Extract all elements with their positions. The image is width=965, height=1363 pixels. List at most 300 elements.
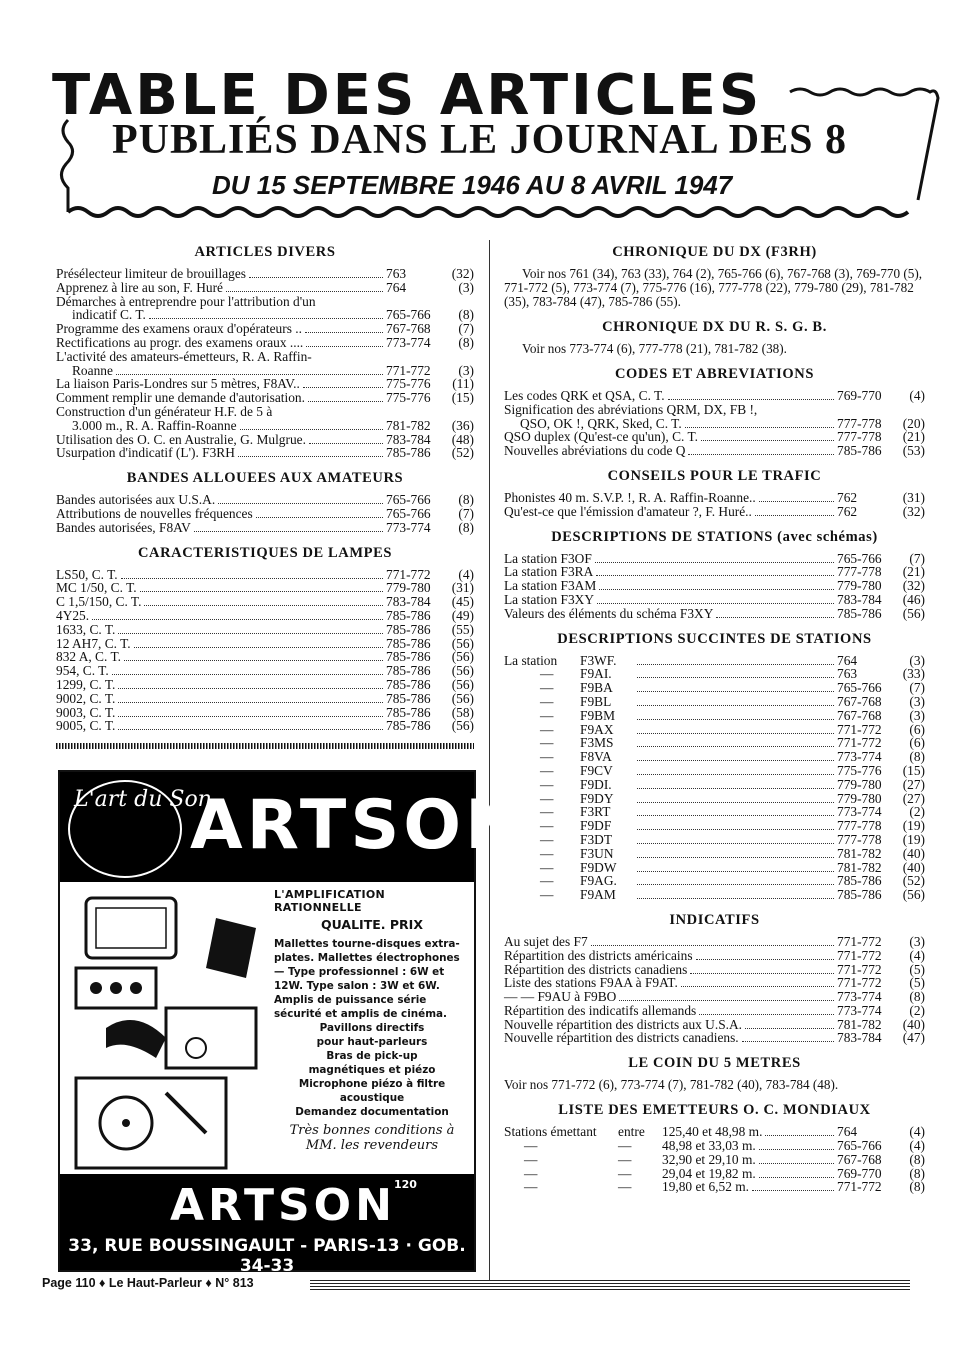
entry-row [56,419,474,433]
entry-row [56,595,474,609]
leader-dots [591,936,834,946]
entry-pages: 763 [386,266,407,281]
emetteur-entre: — [618,1179,632,1195]
station-dash: — [540,680,554,696]
emetteur-row [504,1153,925,1167]
leader-dots [637,793,834,803]
entry-pages: 763 [837,666,858,682]
leader-dots [759,1168,834,1178]
entry-number: (3) [909,707,925,723]
entry-number: (19) [902,831,925,847]
entry-pages: 785-786 [386,445,431,461]
entry-pages: 779-780 [837,578,882,594]
entry-number: (27) [902,776,925,792]
artson-advertisement [58,770,527,1276]
entry-pages: 773-774 [386,334,431,350]
entry-pages: 775-776 [386,390,431,406]
entry-row [56,433,474,447]
entry-pages: 765-766 [386,307,431,323]
entry-pages: 762 [837,503,858,519]
entry-row [504,565,925,579]
ad-body-5: magnétiques et piézo [308,1064,436,1076]
entry-pages: 769-770 [837,388,882,403]
entry-pages: 777-778 [837,564,882,580]
station-callsign: F3MS [580,735,614,751]
entry-number: (56) [902,605,925,621]
entry-row [56,308,474,322]
entry-pages: 783-784 [837,591,882,607]
section-title-dx: CHRONIQUE DU DX (F3RH) [612,244,817,260]
footer-rules [310,1280,910,1290]
leader-dots [716,608,834,618]
emetteurs-list [504,1125,925,1194]
entry-pages: 765-766 [386,492,431,508]
entry-pages: 767-768 [837,707,882,723]
ad-text-block [274,888,470,1153]
section-title-emetteurs: LISTE DES EMETTEURS O. C. MONDIAUX [558,1102,871,1119]
entry-pages: 767-768 [386,321,431,337]
entry-row [56,364,474,378]
leader-dots [681,977,834,987]
station-dash: — [540,721,554,737]
entry-number: (3) [458,362,474,378]
entry-title: Répartition des indicatifs allemands [504,1002,697,1018]
entry-number: (8) [458,492,474,508]
leader-dots [118,707,383,717]
entry-pages: 777-778 [837,818,882,834]
entry-pages: 781-782 [837,845,882,861]
station-row [504,805,925,819]
entry-row [504,593,925,607]
entry-number: (8) [458,307,474,323]
leader-dots [637,751,834,761]
entry-row [56,267,474,281]
leader-dots [699,1005,834,1015]
section-title-divers: ARTICLES DIVERS [194,244,336,260]
entry-pages: 779-780 [386,580,431,596]
emetteur-range: 48,98 et 33,03 m. [662,1138,756,1154]
entry-title: Liste des stations F9AA à F9AT. [504,975,678,991]
left-column [56,234,474,755]
entry-title: Programme des examens oraux d'opérateurs .. [56,321,302,337]
station-row [504,861,925,875]
entry-number: (31) [902,489,925,505]
station-row [504,736,925,750]
entry-first-line: Démarches à entreprendre pour l'attribution d'un [56,293,316,309]
entry-title: Phonistes 40 m. S.V.P. !, R. A. Raffin-Roanne.. [504,489,756,505]
station-label: La station [504,652,558,668]
entry-row [504,935,925,949]
section-title-bandes: BANDES ALLOUEES AUX AMATEURS [126,470,404,487]
entry-number: (46) [902,591,925,607]
station-dash: — [540,818,554,834]
entry-title: Valeurs des éléments du schéma F3XY [504,605,714,621]
entry-title: Qu'est-ce que l'émission d'amateur ?, F. Huré.. [504,503,752,519]
leader-dots [121,569,383,579]
entry-row [56,322,474,336]
station-callsign: F9AI. [580,666,612,682]
leader-dots [596,566,834,576]
leader-dots [752,1181,834,1191]
entry-number: (8) [909,1165,925,1181]
bandes-list [56,493,474,534]
leader-dots [759,1154,834,1164]
emetteur-range: 19,80 et 6,52 m. [662,1179,750,1195]
leader-dots [144,596,383,606]
leader-dots [759,1140,834,1150]
station-row [504,888,925,902]
leader-dots [597,594,834,604]
station-dash: — [540,707,554,723]
entry-title: Nouvelle répartition des districts canadiens. [504,1030,739,1046]
ad-body-8: Demandez documentation [295,1106,449,1118]
entry-title: indicatif C. T. [72,307,146,323]
entry-pages: 765-766 [837,680,882,696]
entry-number: (40) [902,859,925,875]
entry-title: Répartition des districts américains [504,947,693,963]
entry-number: (20) [902,415,925,431]
entry-title: 9002, C. T. [56,690,116,706]
entry-title: MC 1/50, C. T. [56,580,137,596]
emetteur-label: — [524,1179,538,1195]
leader-dots [742,1032,834,1042]
entry-title: La station F3OF [504,550,592,566]
entry-pages: 777-778 [837,429,882,445]
ad-body-2: Pavillons directifs [319,1022,425,1034]
entry-title: 9003, C. T. [56,704,116,720]
station-dash: — [540,749,554,765]
entry-number: (56) [451,718,474,734]
column-divider [489,240,490,1280]
leader-dots [637,806,834,816]
entry-number: (19) [902,818,925,834]
entry-number: (32) [451,266,474,281]
station-callsign: F9BA [580,680,613,696]
entry-number: (40) [902,1016,925,1032]
entry-pages: 773-774 [837,989,882,1005]
entry-pages: 785-786 [837,887,882,903]
leader-dots [696,950,834,960]
entry-number: (32) [902,503,925,519]
entry-pages: 785-786 [386,663,431,679]
entry-pages: 785-786 [837,443,882,459]
entry-row [504,1031,925,1045]
header-title: TABLE DES ARTICLES [52,63,763,128]
entry-row [504,430,925,444]
station-row [504,695,925,709]
entry-pages: 781-782 [386,417,431,433]
entry-title: Roanne [72,362,113,378]
entry-number: (27) [902,790,925,806]
section-title-indicatifs: INDICATIFS [669,911,760,928]
leader-dots [305,323,383,333]
leader-dots [599,580,834,590]
entry-pages: 781-782 [837,1016,882,1032]
right-column [504,234,925,1194]
dx-text: Voir nos 761 (34), 763 (33), 764 (2), 765-766 (6), 767-768 (3), 769-770 (5), 771-772 (5), 773-774 (7), 775-776 (16), 777-778 (22), 779-780 (29), 781-782 (35), 783-784 (47), 785-786 (55). [504,266,923,309]
leader-dots [745,1019,834,1029]
ad-banner [60,772,527,882]
entry-number: (6) [909,721,925,737]
leader-dots [637,779,834,789]
leader-dots [116,365,383,375]
entry-number: (49) [451,607,474,623]
emetteur-entre: entre [618,1124,645,1140]
entry-number: (55) [451,621,474,637]
entry-pages: 764 [837,1124,858,1140]
station-dash: — [540,735,554,751]
entry-row [56,719,474,733]
entry-row [504,1004,925,1018]
descriptions-list [504,552,925,621]
entry-number: (7) [909,550,925,566]
entry-pages: 765-766 [386,505,431,521]
entry-number: (45) [451,594,474,610]
entry-number: (48) [451,431,474,447]
entry-pages: 783-784 [837,1030,882,1046]
entry-pages: 771-772 [386,362,431,378]
entry-number: (4) [909,1138,925,1154]
entry-pages: 785-786 [837,873,882,889]
entry-number: (7) [458,321,474,337]
leader-dots [238,447,383,457]
entry-pages: 785-786 [386,635,431,651]
entry-title: La station F3AM [504,578,597,594]
leader-dots [637,710,834,720]
entry-number: (7) [909,680,925,696]
page-header [0,0,965,240]
entry-pages: 775-776 [386,376,431,392]
entry-number: (2) [909,804,925,820]
station-row [504,681,925,695]
entry-row [56,391,474,405]
emetteur-entre: — [618,1165,632,1181]
entry-title: Nouvelle répartition des districts aux U.S.A. [504,1016,743,1032]
entry-title: Usurpation d'indicatif (L'). F3RH [56,445,235,461]
leader-dots [303,378,383,388]
entry-title: Au sujet des F7 [504,933,588,949]
entry-number: (11) [452,376,474,392]
entry-title: Utilisation des O. C. en Australie, G. Mulgrue. [56,431,306,447]
entry-number: (2) [909,1002,925,1018]
entry-pages: 773-774 [386,519,431,535]
leader-dots [637,862,834,872]
entry-number: (21) [902,564,925,580]
emetteur-row [504,1125,925,1139]
coin-text: Voir nos 771-772 (6), 773-774 (7), 781-782 (40), 783-784 (48). [504,1077,839,1093]
entry-number: (8) [909,749,925,765]
entry-title: 1633, C. T. [56,621,116,637]
entry-pages: 771-772 [837,975,882,991]
divers-list [56,267,474,460]
entry-number: (6) [909,735,925,751]
entry-pages: 781-782 [837,859,882,875]
leader-dots [637,875,834,885]
lampes-list [56,568,474,734]
codes-list [504,389,925,458]
entry-pages: 783-784 [386,431,431,447]
entry-pages: 765-766 [837,550,882,566]
leader-dots [308,392,383,402]
entry-title: 832 A, C. T. [56,649,121,665]
entry-row [56,692,474,706]
entry-first-line: Signification des abréviations QRM, DX, FB !, [504,401,758,417]
entry-title: Les codes QRK et QSA, C. T. [504,388,665,403]
section-title-descriptions: DESCRIPTIONS DE STATIONS (avec schémas) [551,528,878,545]
station-dash: — [540,666,554,682]
entry-number: (4) [909,1124,925,1140]
station-row [504,654,925,668]
station-row [504,723,925,737]
entry-number: (4) [458,566,474,582]
entry-number: (53) [902,443,925,459]
entry-row [56,521,474,535]
entry-row [504,976,925,990]
entry-number: (8) [909,1179,925,1195]
entry-number: (56) [451,676,474,692]
header-subtitle: PUBLIÉS DANS LE JOURNAL DES 8 [112,117,848,163]
leader-dots [194,522,383,532]
ad-body-7: acoustique [339,1092,405,1104]
entry-row [56,507,474,521]
hatched-divider [56,743,474,749]
entry-title: 12 AH7, C. T. [56,635,131,651]
header-dates: DU 15 SEPTEMBRE 1946 AU 8 AVRIL 1947 [212,170,733,200]
station-dash: — [540,790,554,806]
leader-dots [124,651,383,661]
leader-dots [619,991,834,1001]
entry-row [504,579,925,593]
leader-dots [637,668,834,678]
station-dash: — [540,831,554,847]
entry-title: C 1,5/150, C. T. [56,594,142,610]
entry-row [56,446,474,460]
entry-number: (56) [451,635,474,651]
emetteur-row [504,1139,925,1153]
station-dash: — [540,887,554,903]
leader-dots [688,445,834,455]
entry-title: Comment remplir une demande d'autorisation. [56,390,305,406]
entry-title: Rectifications au progr. des examens oraux .... [56,334,304,350]
ad-quality: QUALITE. PRIX [321,917,423,932]
ad-footer-banner [60,1174,474,1276]
leader-dots [306,337,383,347]
station-dash: — [540,859,554,875]
ad-brand: ARTSON [190,786,527,865]
entry-pages: 785-786 [386,704,431,720]
leader-dots [240,420,383,430]
entry-number: (56) [902,887,925,903]
ad-body-3: pour haut-parleurs [316,1036,428,1048]
station-callsign: F9DF [580,818,612,834]
entry-pages: 769-770 [837,1165,882,1181]
section-title-lampes: CARACTERISTIQUES DE LAMPES [137,544,393,561]
leader-dots [637,834,834,844]
ad-badge: 120 [394,1178,417,1191]
entry-title: La station F3XY [504,591,595,607]
station-callsign: F9AX [580,721,614,737]
entry-pages: 785-786 [386,718,431,734]
entry-number: (56) [451,649,474,665]
indicatifs-list [504,935,925,1045]
station-row [504,750,925,764]
section-title-rsgb: CHRONIQUE DX DU R. S. G. B. [602,319,827,335]
entry-number: (8) [909,989,925,1005]
entry-row [504,505,925,519]
ad-body-4: Bras de pick-up [326,1050,418,1062]
entry-pages: 775-776 [837,762,882,778]
station-row [504,819,925,833]
entry-number: (8) [458,334,474,350]
leader-dots [118,693,383,703]
conseils-list [504,491,925,519]
leader-dots [765,1126,834,1136]
entry-row [56,637,474,651]
station-row [504,778,925,792]
leader-dots [685,418,834,428]
entry-number: (21) [902,429,925,445]
entry-pages: 773-774 [837,804,882,820]
entry-number: (36) [451,417,474,433]
station-row [504,709,925,723]
station-row [504,764,925,778]
leader-dots [149,309,383,319]
emetteur-label: — [524,1165,538,1181]
station-callsign: F9DW [580,859,617,875]
emetteur-label: — [524,1151,538,1167]
entry-pages: 773-774 [837,749,882,765]
leader-dots [637,682,834,692]
station-callsign: F3WF. [580,652,617,668]
station-callsign: F3UN [580,845,614,861]
entry-number: (5) [909,961,925,977]
leader-dots [92,610,383,620]
emetteur-entre: — [618,1151,632,1167]
entry-pages: 777-778 [837,415,882,431]
entry-title: 9005, C. T. [56,718,116,734]
entry-number: (3) [909,652,925,668]
section-title-conseils: CONSEILS POUR LE TRAFIC [607,467,822,484]
entry-number: (3) [909,933,925,949]
entry-number: (32) [902,578,925,594]
ad-bottom-brand: ARTSON [170,1180,396,1231]
entry-pages: 764 [386,279,407,295]
leader-dots [755,506,834,516]
station-callsign: F8VA [580,749,612,765]
entry-row [504,990,925,1004]
entry-pages: 771-772 [837,933,882,949]
rsgb-text: Voir nos 773-774 (6), 777-778 (21), 781-782 (38). [522,341,787,356]
entry-title: Attributions de nouvelles fréquences [56,505,253,521]
entry-pages: 785-786 [386,607,431,623]
entry-number: (8) [458,519,474,535]
station-row [504,792,925,806]
entry-row [56,609,474,623]
equipment-illustration [66,888,266,1178]
entry-title: Bandes autorisées aux U.S.A. [56,492,216,508]
leader-dots [118,679,383,689]
entry-number: (4) [909,947,925,963]
entry-first-line: L'activité des amateurs-émetteurs, R. A. Raffin- [56,348,312,364]
entry-number: (8) [909,1151,925,1167]
leader-dots [637,848,834,858]
entry-title: Bandes autorisées, F8AV [56,519,191,535]
emetteur-range: 32,90 et 29,10 m. [662,1151,756,1167]
entry-title: 4Y25. [56,607,90,623]
station-callsign: F9BL [580,693,612,709]
station-row [504,833,925,847]
entry-pages: 785-786 [386,649,431,665]
